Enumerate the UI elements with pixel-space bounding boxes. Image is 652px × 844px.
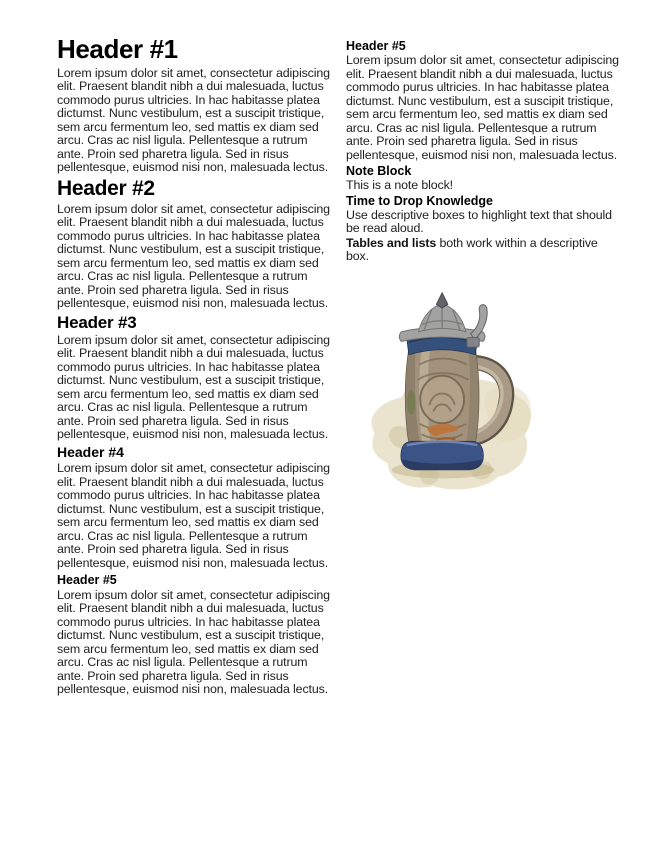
stein-relief-medallion xyxy=(420,375,464,423)
body-paragraph-4: Lorem ipsum dolor sit amet, consectetur adipiscing elit. Praesent blandit nibh a dui malesuada, luctus commodo purus ultricies. In hac habitasse platea dictumst. Nunc vestibulum, est a suscipit tristique, sem arcu fermentum leo, sed mattis ex diam sed arcu. Cras ac nisl ligula. Pellentesque a rutrum ante. Proin sed pharetra ligula. Sed in risus pellentesque, euismod nisi non, malesuada lectus. xyxy=(57,461,330,570)
note-block xyxy=(346,164,622,192)
knowledge-block-text: Use descriptive boxes to highlight text that should be read aloud. xyxy=(346,207,612,236)
body-paragraph-2: Lorem ipsum dolor sit amet, consectetur adipiscing elit. Praesent blandit nibh a dui malesuada, luctus commodo purus ultricies. In hac habitasse platea dictumst. Nunc vestibulum, est a suscipit tristique, sem arcu fermentum leo, sed mattis ex diam sed arcu. Cras ac nisl ligula. Pellentesque a rutrum ante. Proin sed pharetra ligula. Sed in risus pellentesque, euismod nisi non, malesuada lectus. xyxy=(57,201,330,311)
section-header-2 xyxy=(57,178,333,311)
body-paragraph-5: Lorem ipsum dolor sit amet, consectetur adipiscing elit. Praesent blandit nibh a dui malesuada, luctus commodo purus ultricies. In hac habitasse platea dictumst. Nunc vestibulum, est a suscipit tristique, sem arcu fermentum leo, sed mattis ex diam sed arcu. Cras ac nisl ligula. Pellentesque a rutrum ante. Proin sed pharetra ligula. Sed in risus pellentesque, euismod nisi non, malesuada lectus. xyxy=(57,587,330,697)
note-block-text: This is a note block! xyxy=(346,177,453,192)
heading-4: Header #4 xyxy=(57,443,124,460)
stein-green-accent xyxy=(407,390,416,415)
heading-5: Header #5 xyxy=(57,573,117,588)
section-header-1 xyxy=(57,36,333,175)
section-header-5-right xyxy=(346,39,622,162)
heading-2: Header #2 xyxy=(57,176,155,200)
stein-base xyxy=(401,441,484,470)
knowledge-block-title: Time to Drop Knowledge xyxy=(346,194,493,209)
knowledge-block-tables-text xyxy=(346,237,622,264)
heading-5-right: Header #5 xyxy=(346,39,406,53)
stein-finial xyxy=(436,292,447,307)
note-block-title: Note Block xyxy=(346,164,412,179)
body-paragraph-1: Lorem ipsum dolor sit amet, consectetur adipiscing elit. Praesent blandit nibh a dui malesuada, luctus commodo purus ultricies. In hac habitasse platea dictumst. Nunc vestibulum, est a suscipit tristique, sem arcu fermentum leo, sed mattis ex diam sed arcu. Cras ac nisl ligula. Pellentesque a rutrum ante. Proin sed pharetra ligula. Sed in risus pellentesque, euismod nisi non, malesuada lectus. xyxy=(57,65,330,175)
section-header-4 xyxy=(57,445,333,570)
knowledge-block xyxy=(346,194,622,263)
beer-stein-illustration xyxy=(346,290,622,495)
body-paragraph-right: Lorem ipsum dolor sit amet, consectetur adipiscing elit. Praesent blandit nibh a dui malesuada, luctus commodo purus ultricies. In hac habitasse platea dictumst. Nunc vestibulum, est a suscipit tristique, sem arcu fermentum leo, sed mattis ex diam sed arcu. Cras ac nisl ligula. Pellentesque a rutrum ante. Proin sed pharetra ligula. Sed in risus pellentesque, euismod nisi non, malesuada lectus. xyxy=(346,53,619,162)
section-header-3 xyxy=(57,314,333,442)
right-column xyxy=(346,36,622,826)
body-paragraph-3: Lorem ipsum dolor sit amet, consectetur adipiscing elit. Praesent blandit nibh a dui malesuada, luctus commodo purus ultricies. In hac habitasse platea dictumst. Nunc vestibulum, est a suscipit tristique, sem arcu fermentum leo, sed mattis ex diam sed arcu. Cras ac nisl ligula. Pellentesque a rutrum ante. Proin sed pharetra ligula. Sed in risus pellentesque, euismod nisi non, malesuada lectus. xyxy=(57,332,330,442)
beer-stein-svg xyxy=(346,290,622,495)
tables-and-lists-rest: both work within a descriptive box. xyxy=(346,235,598,264)
stein-hinge xyxy=(467,337,479,347)
section-header-5 xyxy=(57,573,333,696)
left-column xyxy=(57,36,333,826)
heading-1: Header #1 xyxy=(57,34,178,64)
heading-3: Header #3 xyxy=(57,312,137,332)
tables-and-lists-bold: Tables and lists xyxy=(346,235,437,250)
